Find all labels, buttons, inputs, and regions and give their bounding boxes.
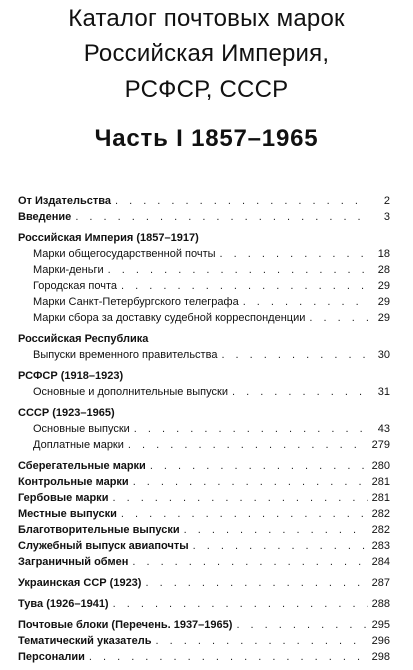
toc-entry-label: Основные выпуски [33, 423, 130, 435]
toc-entry[interactable] [18, 421, 390, 437]
toc-entry-page: 288 [371, 598, 390, 610]
dot-leader [145, 575, 367, 591]
toc-group [18, 193, 390, 225]
toc-entry[interactable] [18, 310, 390, 326]
toc-entry-label: Гербовые марки [18, 492, 109, 504]
toc-group [18, 575, 390, 591]
dot-leader [133, 474, 368, 490]
toc-heading-label: РСФСР (1918–1923) [18, 370, 124, 382]
toc-entry-label: Марки сбора за доставку судебной корреспонденции [33, 312, 306, 324]
dot-leader [121, 506, 368, 522]
title-line-3: РСФСР, СССР [124, 76, 289, 103]
toc-entry-page: 295 [371, 619, 390, 631]
toc-group [18, 405, 390, 453]
toc-entry[interactable] [18, 246, 390, 262]
toc-entry-label: Служебный выпуск авиапочты [18, 540, 189, 552]
toc-entry[interactable] [18, 575, 390, 591]
dot-leader [89, 649, 368, 665]
toc-entry[interactable] [18, 506, 390, 522]
toc-entry-page: 2 [383, 195, 390, 207]
toc-entry-label: Марки Санкт-Петербургского телеграфа [33, 296, 239, 308]
toc-entry[interactable] [18, 347, 390, 363]
toc-entry-page: 284 [371, 556, 390, 568]
toc-group [18, 458, 390, 570]
toc-entry[interactable] [18, 437, 390, 453]
toc-entry[interactable] [18, 633, 390, 649]
toc-entry[interactable] [18, 294, 390, 310]
toc-entry[interactable] [18, 554, 390, 570]
dot-leader [121, 278, 368, 294]
toc-entry-page: 31 [377, 386, 390, 398]
toc-entry-label: Контрольные марки [18, 476, 129, 488]
toc-entry-page: 3 [383, 211, 390, 223]
dot-leader [113, 596, 368, 612]
dot-leader [108, 262, 368, 278]
toc-entry-page: 29 [377, 312, 390, 324]
dot-leader [221, 347, 368, 363]
toc-section-heading [18, 368, 390, 384]
dot-leader [236, 617, 367, 633]
toc-entry-label: Выпуски временного правительства [33, 349, 218, 361]
dot-leader [150, 458, 368, 474]
toc-entry-label: Тува (1926–1941) [18, 598, 109, 610]
toc-heading-label: Российская Республика [18, 333, 149, 345]
toc-heading-label: Российская Империя (1857–1917) [18, 232, 199, 244]
toc-entry-page: 296 [371, 635, 390, 647]
toc-entry-page: 282 [371, 508, 390, 520]
toc-group [18, 617, 390, 665]
toc-entry-label: Основные и дополнительные выпуски [33, 386, 228, 398]
toc-entry[interactable] [18, 649, 390, 665]
table-of-contents [18, 193, 390, 670]
dot-leader [132, 554, 367, 570]
part-title: Часть I 1857–1965 [94, 125, 319, 152]
toc-entry-label: Сберегательные марки [18, 460, 146, 472]
toc-entry-label: Персоналии [18, 651, 85, 663]
toc-entry-label: Марки-деньги [33, 264, 104, 276]
toc-group [18, 596, 390, 612]
toc-entry-page: 43 [377, 423, 390, 435]
toc-entry-label: Заграничный обмен [18, 556, 129, 568]
dot-leader [128, 437, 368, 453]
toc-entry-page: 282 [371, 524, 390, 536]
toc-entry[interactable] [18, 490, 390, 506]
toc-section-heading [18, 230, 390, 246]
toc-entry-label: Тематический указатель [18, 635, 152, 647]
toc-entry[interactable] [18, 384, 390, 400]
toc-entry-label: Благотворительные выпуски [18, 524, 180, 536]
toc-entry-page: 30 [377, 349, 390, 361]
dot-leader [193, 538, 368, 554]
toc-entry[interactable] [18, 262, 390, 278]
dot-leader [134, 421, 368, 437]
toc-entry-page: 280 [371, 460, 390, 472]
toc-entry-page: 29 [377, 280, 390, 292]
toc-section-heading [18, 331, 390, 347]
toc-entry[interactable] [18, 617, 390, 633]
toc-entry-label: Почтовые блоки (Перечень. 1937–1965) [18, 619, 233, 631]
toc-entry-page: 28 [377, 264, 390, 276]
toc-group [18, 230, 390, 326]
toc-group [18, 368, 390, 400]
dot-leader [75, 209, 368, 225]
toc-entry[interactable] [18, 474, 390, 490]
toc-entry-label: Местные выпуски [18, 508, 117, 520]
toc-entry-label: Доплатные марки [33, 439, 124, 451]
toc-entry-page: 298 [371, 651, 390, 663]
toc-entry[interactable] [18, 193, 390, 209]
toc-entry-label: Введение [18, 211, 72, 223]
toc-entry-page: 281 [371, 476, 390, 488]
title-line-2: Российская Империя, [83, 40, 330, 67]
toc-entry[interactable] [18, 209, 390, 225]
toc-entry-page: 281 [371, 492, 390, 504]
dot-leader [309, 310, 368, 326]
dot-leader [112, 490, 367, 506]
toc-entry[interactable] [18, 522, 390, 538]
toc-heading-label: СССР (1923–1965) [18, 407, 115, 419]
toc-entry-label: От Издательства [18, 195, 111, 207]
toc-entry[interactable] [18, 538, 390, 554]
dot-leader [232, 384, 368, 400]
toc-entry-page: 18 [377, 248, 390, 260]
toc-entry-page: 287 [371, 577, 390, 589]
toc-entry-page: 279 [371, 439, 390, 451]
dot-leader [243, 294, 368, 310]
toc-entry-label: Украинская ССР (1923) [18, 577, 142, 589]
dot-leader [220, 246, 368, 262]
toc-entry[interactable] [18, 458, 390, 474]
dot-leader [156, 633, 368, 649]
toc-entry-label: Марки общегосударственной почты [33, 248, 216, 260]
toc-entry-page: 283 [371, 540, 390, 552]
toc-entry[interactable] [18, 278, 390, 294]
toc-entry[interactable] [18, 596, 390, 612]
toc-group [18, 331, 390, 363]
title-line-1: Каталог почтовых марок [68, 5, 345, 32]
dot-leader [184, 522, 368, 538]
dot-leader [115, 193, 368, 209]
toc-entry-page: 29 [377, 296, 390, 308]
toc-section-heading [18, 405, 390, 421]
toc-entry-label: Городская почта [33, 280, 118, 292]
